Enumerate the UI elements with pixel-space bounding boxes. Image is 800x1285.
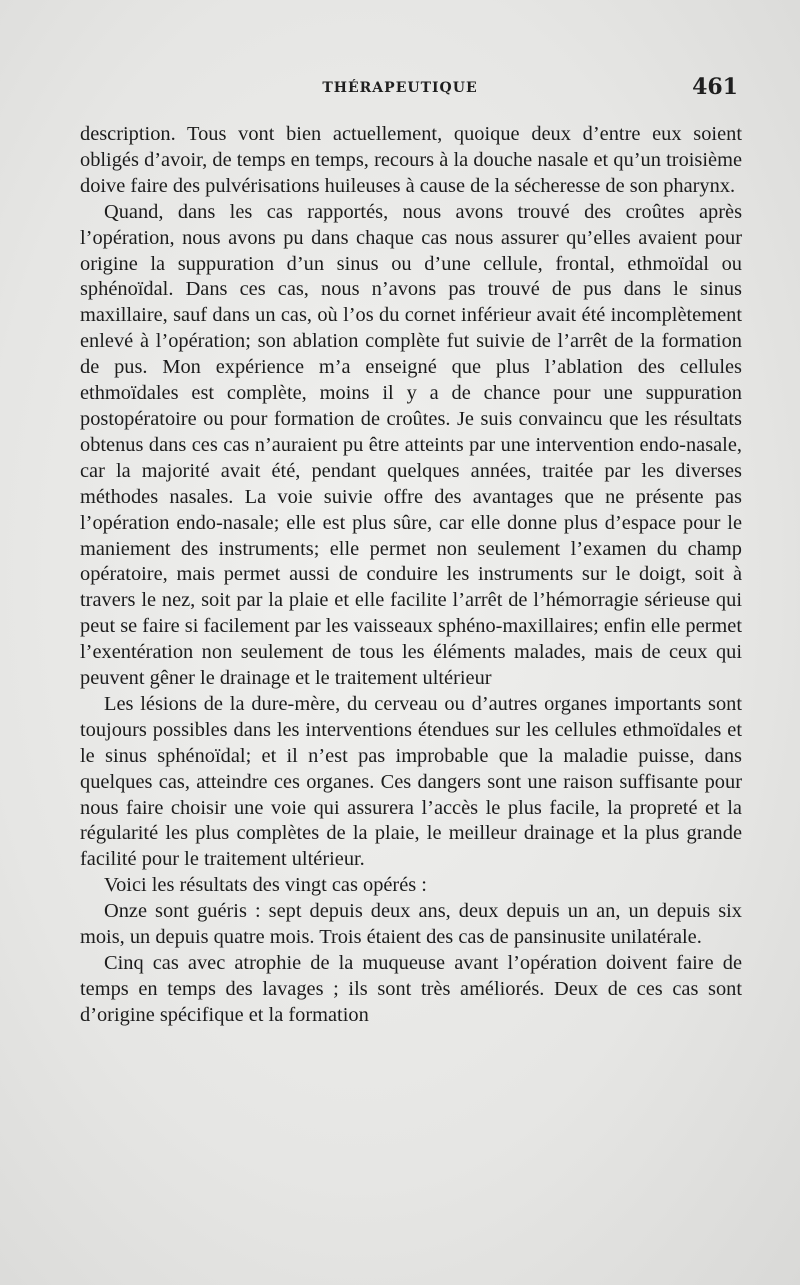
paragraph-continuation: description. Tous vont bien actuellement, quoique deux d’entre eux soient obligés d’avoir, de temps en temps, recours à la douche nasale et qu’un troisième doive faire des pulvérisations huileuses à cause de la sécheresse de son pharynx. [80,123,742,197]
running-header: THÉRAPEUTIQUE [322,80,478,96]
paragraph-lesions: Les lésions de la dure-mère, du cerveau ou d’autres organes importants sont toujours possibles dans les interventions étendues sur les cellules ethmoïdales et le sinus sphénoïdal; et il n’est pas improbable que la maladie puisse, dans quelques cas, atteindre ces organes. Ces dangers sont une raison suffisante pour nous faire choisir une voie qui assurera l’accès le plus facile, la propreté et la régularité les plus complètes de la plaie, le meilleur drainage et la plus grande facilité pour le traitement ultérieur. [80,692,742,871]
paragraph-gueris: Onze sont guéris : sept depuis deux ans, deux depuis un an, un depuis six mois, un depuis quatre mois. Trois étaient des cas de pansinusite unilatérale. [80,900,742,949]
paragraph-atrophie: Cinq cas avec atrophie de la muqueuse avant l’opération doivent faire de temps en temps des lavages ; ils sont très améliorés. Deux de ces cas sont d’origine spécifique et la formation [80,952,742,1026]
page-number: 461 [692,74,738,100]
body-text [80,122,742,1029]
paragraph-resultats-intro: Voici les résultats des vingt cas opérés : [104,874,427,897]
paragraph-croutes: Quand, dans les cas rapportés, nous avons trouvé des croûtes après l’opération, nous avons pu dans chaque cas nous assurer qu’elles avaient pour origine la suppuration d’un sinus ou d’une cellule, frontal, ethmoïdal ou sphénoïdal. Dans ces cas, nous n’avons pas trouvé de pus dans le sinus maxillaire, sauf dans un cas, où l’os du cornet inférieur avait été incomplètement enlevé à l’opération; son ablation complète fut suivie de l’arrêt de la formation de pus. Mon expérience m’a enseigné que plus l’ablation des cellules ethmoïdales est complète, moins il y a de chance pour une suppuration postopératoire ou pour formation de croûtes. Je suis convaincu que les résultats obtenus dans ces cas n’auraient pu être atteints par une intervention endo-nasale, car la majorité avait été, pendant quelques années, traitée par les diverses méthodes nasales. La voie suivie offre des avantages que ne présente pas l’opération endo-nasale; elle est plus sûre, car elle donne plus d’espace pour le maniement des instruments; elle permet non seulement l’examen du champ opératoire, mais permet aussi de conduire les instruments sur le doigt, soit à travers le nez, soit par la plaie et elle facilite l’arrêt de l’hémorragie sérieuse qui peut se faire si facilement par les vaisseaux sphéno-maxillaires; enfin elle permet l’exentération non seulement de tous les éléments malades, mais de ceux qui peuvent gêner le drainage et le traitement ultérieur [80,200,742,690]
